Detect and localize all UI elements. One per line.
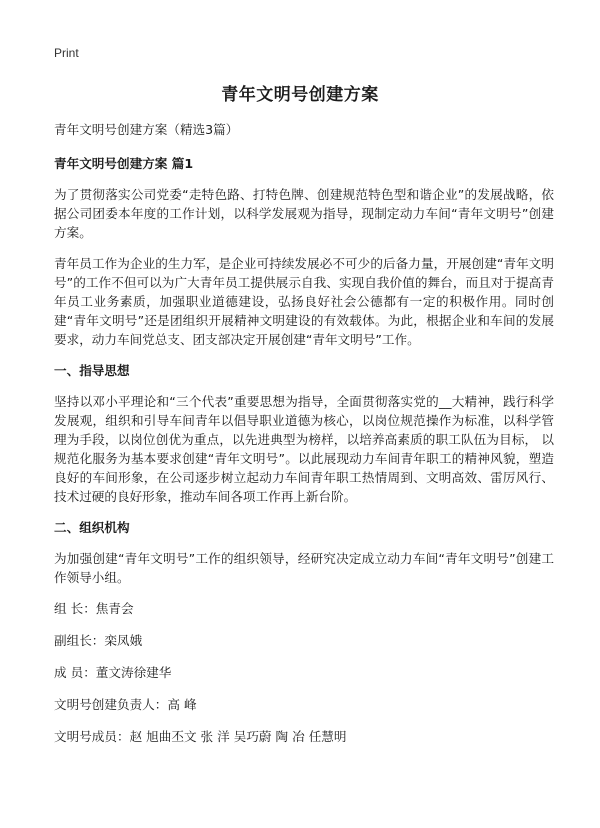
section-heading-guiding-ideology: 一、指导思想 (54, 363, 130, 378)
section-body-guiding-ideology: 坚持以邓小平理论和“三个代表”重要思想为指导，全面贯彻落实党的__大精神，践行科学发展观，组织和引导车间青年以倡导职业道德为核心，以岗位规范操作为标准，以科学管理为手段，以岗位创优为重点，以先进典型为榜样，以培养高素质的职工队伍为目标， 以规范化服务为基本要求创建“青年文明号”。以此展现动力车间青年职工的精神风貌，塑造良好的车间形象，在公司逐步树立起动力车间青年职工热情周到、文明高效、雷厉风行、技术过硬的良好形象，推动车间各项工作再上新台阶。 (54, 394, 554, 504)
member-leader: 组 长：焦青会 (54, 601, 134, 616)
member-team-members: 文明号成员：赵 旭曲丕文 张 洋 吴巧蔚 陶 冶 任慧明 (54, 729, 347, 744)
intro-paragraph-1: 为了贯彻落实公司党委“走特色路、打特色牌、创建规范特色型和谐企业”的发展战略，依据公司团委本年度的工作计划，以科学发展观为指导，现制定动力车间“青年文明号”创建方案。 (54, 187, 554, 240)
print-label: Print (54, 46, 79, 60)
document-title: 青年文明号创建方案 (221, 85, 379, 105)
member-members: 成 员：董文涛徐建华 (54, 665, 172, 680)
article-heading: 青年文明号创建方案 篇1 (54, 156, 194, 171)
intro-paragraph-2: 青年员工作为企业的生力军，是企业可持续发展必不可少的后备力量，开展创建“青年文明号”的工作不但可以为广大青年员工提供展示自我、实现自我价值的舞台，而且对于提高青年员工业务素质，加强职业道德建设，弘扬良好社会公德都有一定的积极作用。同时创建“青年文明号”还是团组织开展精神文明建设的有效载体。为此，根据企业和车间的发展要求，动力车间党总支、团支部决定开展创建“青年文明号”工作。 (54, 256, 554, 347)
member-responsible-person: 文明号创建负责人：高 峰 (54, 697, 197, 712)
document-subtitle: 青年文明号创建方案（精选3篇） (54, 122, 239, 137)
section-body-organization: 为加强创建“青年文明号”工作的组织领导，经研究决定成立动力车间“青年文明号”创建工作领导小组。 (54, 551, 554, 585)
member-deputy-leader: 副组长：栾凤娥 (54, 633, 143, 648)
section-heading-organization: 二、组织机构 (54, 520, 130, 535)
document-body (54, 120, 554, 759)
